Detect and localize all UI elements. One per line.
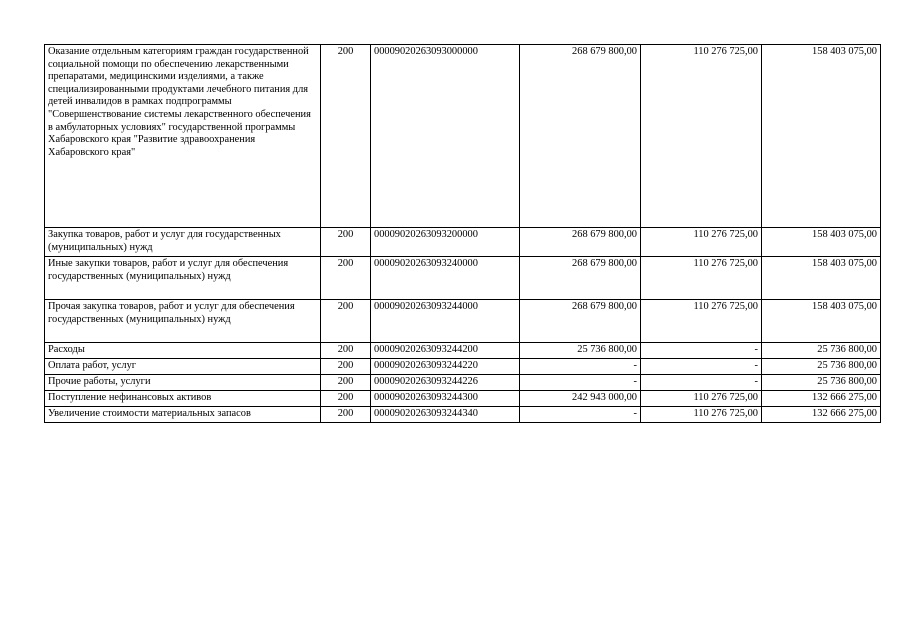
table-row — [45, 391, 881, 407]
row-remaining: 132 666 275,00 — [762, 391, 881, 407]
row-executed: 110 276 725,00 — [641, 300, 762, 343]
row-name: Оплата работ, услуг — [45, 359, 321, 375]
row-executed: 110 276 725,00 — [641, 407, 762, 423]
report-page — [44, 44, 880, 423]
row-name: Увеличение стоимости материальных запасов — [45, 407, 321, 423]
row-approved: 268 679 800,00 — [520, 228, 641, 257]
row-line-code: 200 — [321, 407, 371, 423]
row-approved: 268 679 800,00 — [520, 300, 641, 343]
row-remaining: 25 736 800,00 — [762, 359, 881, 375]
row-approved: 242 943 000,00 — [520, 391, 641, 407]
row-remaining: 132 666 275,00 — [762, 407, 881, 423]
row-name: Поступление нефинансовых активов — [45, 391, 321, 407]
table-row — [45, 45, 881, 228]
row-name: Оказание отдельным категориям граждан государственной социальной помощи по обеспечению лекарственными препаратами, медицинскими изделиями, а также специализированными продуктами лечебного питания для детей инвалидов в рамках подпрограммы "Совершенствование системы лекарственного обеспечения в амбулаторных условиях" государственной программы Хабаровского края "Развитие здравоохранения Хабаровского края" — [45, 45, 321, 228]
row-name: Прочие работы, услуги — [45, 375, 321, 391]
row-budget-code: 00009020263093244220 — [371, 359, 520, 375]
row-budget-code: 00009020263093240000 — [371, 257, 520, 300]
row-remaining: 158 403 075,00 — [762, 228, 881, 257]
table-row — [45, 228, 881, 257]
table-row — [45, 257, 881, 300]
row-budget-code: 00009020263093244340 — [371, 407, 520, 423]
row-executed: 110 276 725,00 — [641, 228, 762, 257]
table-row — [45, 359, 881, 375]
row-remaining: 25 736 800,00 — [762, 343, 881, 359]
row-line-code: 200 — [321, 343, 371, 359]
row-budget-code: 00009020263093244200 — [371, 343, 520, 359]
row-budget-code: 00009020263093000000 — [371, 45, 520, 228]
row-remaining: 158 403 075,00 — [762, 45, 881, 228]
row-name: Прочая закупка товаров, работ и услуг для обеспечения государственных (муниципальных) нужд — [45, 300, 321, 343]
row-approved: - — [520, 375, 641, 391]
row-line-code: 200 — [321, 391, 371, 407]
row-budget-code: 00009020263093244000 — [371, 300, 520, 343]
row-approved: 268 679 800,00 — [520, 45, 641, 228]
row-executed: 110 276 725,00 — [641, 45, 762, 228]
row-line-code: 200 — [321, 45, 371, 228]
row-line-code: 200 — [321, 359, 371, 375]
row-name: Расходы — [45, 343, 321, 359]
table-row — [45, 375, 881, 391]
row-approved: 25 736 800,00 — [520, 343, 641, 359]
row-remaining: 25 736 800,00 — [762, 375, 881, 391]
budget-execution-table — [44, 44, 881, 423]
row-remaining: 158 403 075,00 — [762, 257, 881, 300]
row-remaining: 158 403 075,00 — [762, 300, 881, 343]
row-executed: - — [641, 375, 762, 391]
row-executed: - — [641, 359, 762, 375]
row-line-code: 200 — [321, 228, 371, 257]
row-budget-code: 00009020263093200000 — [371, 228, 520, 257]
row-approved: - — [520, 359, 641, 375]
row-approved: 268 679 800,00 — [520, 257, 641, 300]
row-line-code: 200 — [321, 300, 371, 343]
row-name: Иные закупки товаров, работ и услуг для обеспечения государственных (муниципальных) нужд — [45, 257, 321, 300]
row-executed: 110 276 725,00 — [641, 391, 762, 407]
row-budget-code: 00009020263093244226 — [371, 375, 520, 391]
row-name: Закупка товаров, работ и услуг для государственных (муниципальных) нужд — [45, 228, 321, 257]
row-executed: - — [641, 343, 762, 359]
table-row — [45, 343, 881, 359]
row-line-code: 200 — [321, 257, 371, 300]
row-executed: 110 276 725,00 — [641, 257, 762, 300]
table-row — [45, 407, 881, 423]
row-approved: - — [520, 407, 641, 423]
row-line-code: 200 — [321, 375, 371, 391]
table-row — [45, 300, 881, 343]
row-budget-code: 00009020263093244300 — [371, 391, 520, 407]
